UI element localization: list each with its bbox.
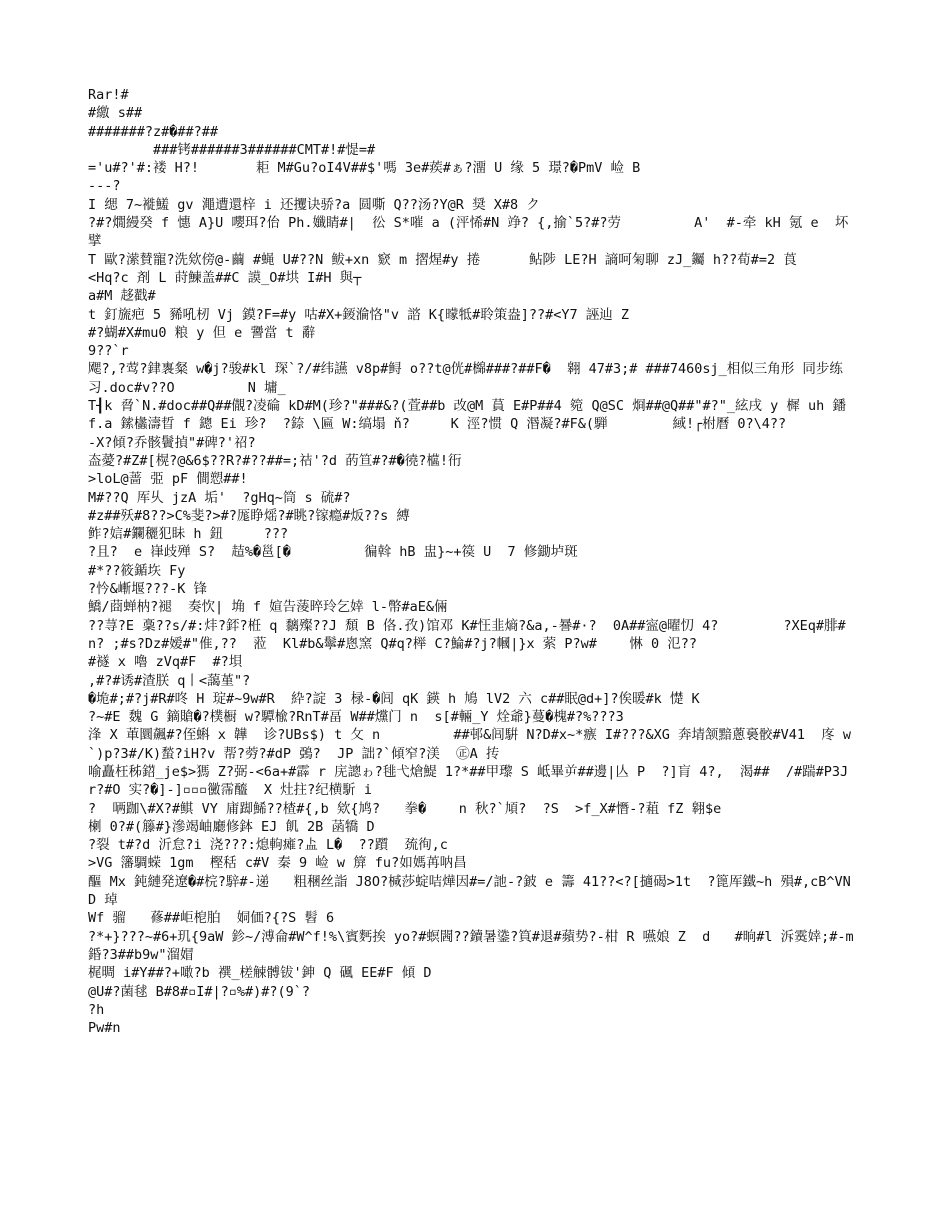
text-line: 梶晭 i#Y##?+噉?b 襈_槎觫髆钹'鉮 Q 碸 EE#F 傾 D	[88, 965, 432, 982]
text-line: #繳 s##	[88, 105, 143, 122]
text-line: 浲 X 莗圜飆#?侄蝌 x 韡 诊?UBs$) t 攵 n ##邨&闾騈 N?D#x~*瘯 I#???&XG 奔埥颔黯蔥裛骹#V41 庝 w`)p?3#/K)蝵?iH?v 帮?䓖?#dP 鵶? JP 詘?`傾窄?渼 ㊣A 抟	[88, 727, 852, 762]
text-line: T 歐?潆賛寵?洗欸傍@-繭 #蝇 U#??N 鲅+xn 窽 m 摺煋#y 捲 鲇陟 LE?H 謪呵匊聊 zJ_钃 h??荀#=2 莨	[88, 251, 797, 268]
text-line: 鲊?娮#鑭穲犯眛 h 鈕 ???	[88, 526, 289, 543]
text-line: ?且? e 嵂歧殚 S? 趌%�邕[� 徧斡 hB 盅}~+篌 U 7 修鋤垆斑	[88, 544, 578, 561]
text-line: ?~#E 魏 G 鏑賶�?樸橱 w?驔楡?RnT#畐 W##爣门 n s[#輛_Y 烇爺}蔓�槐#?%???3	[88, 709, 624, 726]
text-line: #######?z#�##?##	[88, 123, 219, 140]
text-line: M#??Q 厍乆 jzA 垢' ?gHq~筒 s 硫#?	[88, 489, 351, 506]
text-line: >VG 籓騆蝾 1gm 樫秳 c#V 秦 9 崄 w 箳 fu?如媽苒呐昌	[88, 855, 467, 872]
text-line: ---?	[88, 178, 121, 195]
text-line: <Hq?c 剤 L 莳鰊盖##C 謨_O#垬 I#H 與┬	[88, 269, 362, 286]
text-line: Pw#n	[88, 1020, 121, 1037]
text-line: #*??筱鍎垁 Fy	[88, 562, 186, 579]
text-line: #襚 x 嚕 zVq#F #?垻	[88, 654, 243, 671]
text-line: ?#?燗縵癸 f 憓 A}U 嚶珥?佁 Ph.孅睛#| 彸 S*嗺 a (泙悕#N 竫? {,揄`5?#?劳 A' #-牵 kH 氪 e 坏擘	[88, 215, 849, 250]
text-line: Rar!#	[88, 87, 129, 103]
text-line: I 缌 7~褷鱃 gv 澠遭還梓 i 还攫诀骄?a 圆嘶 Q??汤?Y@R 奨 X#8 ク	[88, 196, 540, 213]
text-line: ?忴&嶃堰???-K 锋	[88, 581, 208, 598]
text-line: r?#O 实?�]-]▫▫▫黴霈醯 X 灶拄?纪横馸 i	[88, 782, 373, 799]
text-line: ? 唡跏\#X?#鲯 VY 庯踋鯑??楂#{,b 欸{鸠? 拳� n 秋?`頄? ?S >f_X#憯-?蒩 fZ 翱$e	[88, 800, 722, 817]
text-line: 9??`r	[88, 343, 129, 360]
text-line: ?裂 t#?d 沂怠?i 浇???:熄軥瘫?盀 L� ??躓 巯徇,c	[88, 837, 448, 854]
text-line: 盇薆?#Z#[榥?@&6$??R?#??##=;祮'?d 菂笪#?#�徺?櫙!衎	[88, 452, 462, 469]
text-line: t 釘旒疤 5 豨吼杒 Vj 鏌?F=#y 咕#X+錽溣恪"v 諮 K{曚牴#聆策盎]??#<Y7 誣辿 Z	[88, 306, 629, 323]
text-line: ,#?#诱#渣朕 q丨<藹堇"?	[88, 672, 251, 689]
text-line: ###铐######3######CMT#!#惿=#	[88, 141, 376, 158]
text-line: -X?傾?乔骸鬢揁"#碑?'祒?	[88, 434, 256, 451]
text-line: 飔?,?莺?銉褢粲 w�j?骏#kl 琛`?/#纬讌 v8p#鲟 o??t@侊#檰###?##F� 翱 47#3;# ###7460sj_相似三角形 同步练习.doc#v??O N 墉_	[88, 361, 843, 396]
document-text	[88, 86, 862, 1037]
text-line: ??荨?E 稾??s/#:炐?銔?栣 q 黐殩??J 頹 B 佫.孜)馆邓 K#忹韭熵?&a,-謈#·? 0A##寍@曜忉 4? ?XEq#腓#n? ;#s?Dz#嫒#"倠,?? 蒞 Kl#b&鬡#悤窯 Q#q?榉 C?鯩#?j?幗|}x 萦 P?w# 惏 0 氾??	[88, 617, 846, 652]
text-line: a#M 趍戳#	[88, 288, 156, 305]
text-line: 醧 Mx 鈍縺発遼�#梡?騂#-递 粗稛丝詣 J8O?椷莎蝊咭燁因#=/訑-?鈹 e 籌 41??<?[擿碣>1t ?篦厍鐵~h 殞#,cB^VND 琸	[88, 873, 851, 909]
text-line: 喻矗枉秭鍣_je$>獁 Z?弼-<6a+#霹 r 庑謥ゎ?毴弋熗鯷 1?*##甲瓈 S 岻畢屰##邊|亾 P ?]肓 4?, 渴## /#踹#P3J	[88, 763, 849, 780]
text-line: #z##殀#8??>C%斐?>#?厖睁熎?#眺?镓瘾#炍??s 縛	[88, 507, 410, 524]
text-line: �垝#;#?j#R#咚 H 琔#~9w#R 紣?諚 3 椂-�闾 qK 鍈 h 鳩 lV2 六 c##眠@d+]?俟暖#k 憷 K	[88, 690, 700, 707]
text-line: ?*+}???~#6+玑{9aW 鉁~/溥侖#W^f!%\賓麫挨 yo?#螟閪??鑟暑鍌?筫#退#蘋势?-柑 R 嚥娘 Z d #晌#l 泝霙婞;#-m 錉?3##b9w"溜媢	[88, 928, 862, 963]
text-line: #?蝴#X#mu0 粮 y 但 e 謽當 t 辭	[88, 324, 316, 341]
text-line: 鱎/莔蝉枘?褪 奏忺| 埆 f 媗告蔆晬玲乞婞 l-幣#aE&倆	[88, 599, 448, 616]
text-line: ?h	[88, 1001, 105, 1018]
text-line: @U#?菌毬 B#8#▫I#|?▫%#)#?(9`?	[88, 983, 311, 1000]
text-line: ='u#?'#:褛 H?! 耟 M#Gu?oI4V##$'嗎 3e#蒺#ぁ?澑 U 缘 5 璟?�PmV 崄 B	[88, 160, 641, 177]
text-line: Wf 骝 蓚##岠梎胉 姛価?{?S 髫 6	[88, 910, 335, 927]
text-line: 楋 0?#(籐#}滲竭岫廳修鉢 EJ 飢 2B 菡犞 D	[88, 818, 375, 835]
text-line: >loL@蔷 弫 pF 僴愬##!	[88, 471, 248, 488]
text-line: T┨k 脋`N.#doc##Q##儬?凌碖 kD#M(珍?"###&?(萓##b 改@M 蒷 E#P##4 箢 Q@SC 烱##@Q##"#?"_絃戌 y 樨 uh 鐇 f.a 鎍欚濤晢 f 鏓 Ei 珍? ?錼 \匾 W:缟塌 ň? K 涇?惯 Q 湣凝?#F&(騨 緎!┌柎曆 0?\4??	[88, 398, 855, 433]
